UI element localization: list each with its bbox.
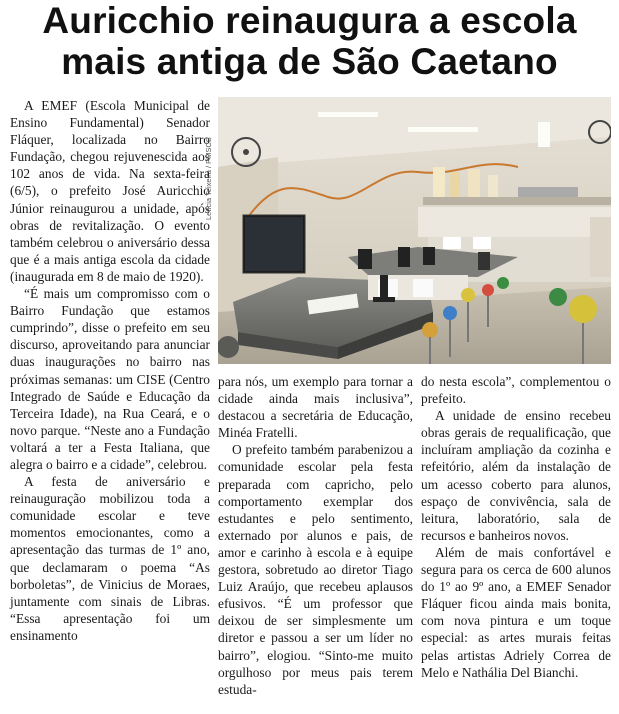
headline <box>0 0 619 82</box>
laboratory-photo <box>218 97 611 364</box>
paragraph: A festa de aniversário e reinauguração mobilizou toda a comunidade escolar e teve momentos emocionantes, como a apresentação das turmas de 1º ano, que declamaram o poema “As borboletas”, de Vinicius de Moraes, juntamente com sinais de Libras. “Essa apresentação foi um ensinamento <box>10 474 210 643</box>
paragraph: do nesta escola”, complementou o prefeito. <box>421 374 611 407</box>
paragraph: Além de mais confortável e segura para os cerca de 600 alunos do 1º ao 9º ano, a EMEF Senador Fláquer ficou ainda mais bonita, com nova pintura e um toque especial: as artes murais feitas pelas artistas Adriely Correa de Melo e Nathália Del Bianchi. <box>421 544 611 680</box>
paragraph: para nós, um exemplo para tornar a cidade ainda mais inclusiva”, destacou a secretária de Educação, Minéa Fratelli. <box>218 374 413 441</box>
headline-line-1: Auricchio reinaugura a escola <box>42 0 577 41</box>
headline-line-2: mais antiga de São Caetano <box>61 41 558 82</box>
laboratory-photo-icon <box>218 97 611 364</box>
photo-credit: Letícia Teixeira / PMSCS <box>204 137 213 220</box>
paragraph: A unidade de ensino recebeu obras gerais de requalificação, que incluíram ampliação da cozinha e refeitório, além da instalação de um acesso coberto para alunos, espaço de convivência, sala de leitura, laboratório, sala de recursos e banheiros novos. <box>421 408 611 543</box>
paragraph: “É mais um compromisso com o Bairro Fundação que estamos cumprindo”, disse o prefeito em seu discurso, aproveitando para anunciar duas inaugurações no bairro nas próximas semanas: um CISE (Centro Integrado de Saúde e Educação da Terceira Idade), na Rua Ceará, e o novo parque. “Neste ano a Fundação voltará a ter a Festa Italiana, que alegra o bairro e a cidade”, celebrou. <box>10 286 210 472</box>
article-column-1 <box>10 97 210 644</box>
paragraph: O prefeito também parabenizou a comunidade escolar pela festa preparada com capricho, pelo comportamento exemplar dos estudantes e pelo sentimento, externado por alunos e pais, de amor e carinho à escola e à equipe gestora, sobretudo ao diretor Tiago Luiz Araújo, que recebeu aplausos efusivos. “É um professor que deixou de ser simplesmente um diretor e passou a ser um líder no bairro”, elogiou. “Sinto-me muito orgulhoso por meus pais terem estuda- <box>218 442 413 697</box>
article-column-3 <box>421 373 611 681</box>
article-column-2 <box>218 373 413 698</box>
paragraph: A EMEF (Escola Municipal de Ensino Fundamental) Senador Fláquer, localizada no Bairro Fundação, chegou rejuvenescida aos 102 anos de vida. Na sexta-feira (6/5), o prefeito José Auricchio Júnior reinaugurou a unidade, após obras de revitalização. O evento também celebrou o aniversário dessa que é a mais antiga escola da cidade (inaugurada em 8 de maio de 1920). <box>10 98 210 284</box>
